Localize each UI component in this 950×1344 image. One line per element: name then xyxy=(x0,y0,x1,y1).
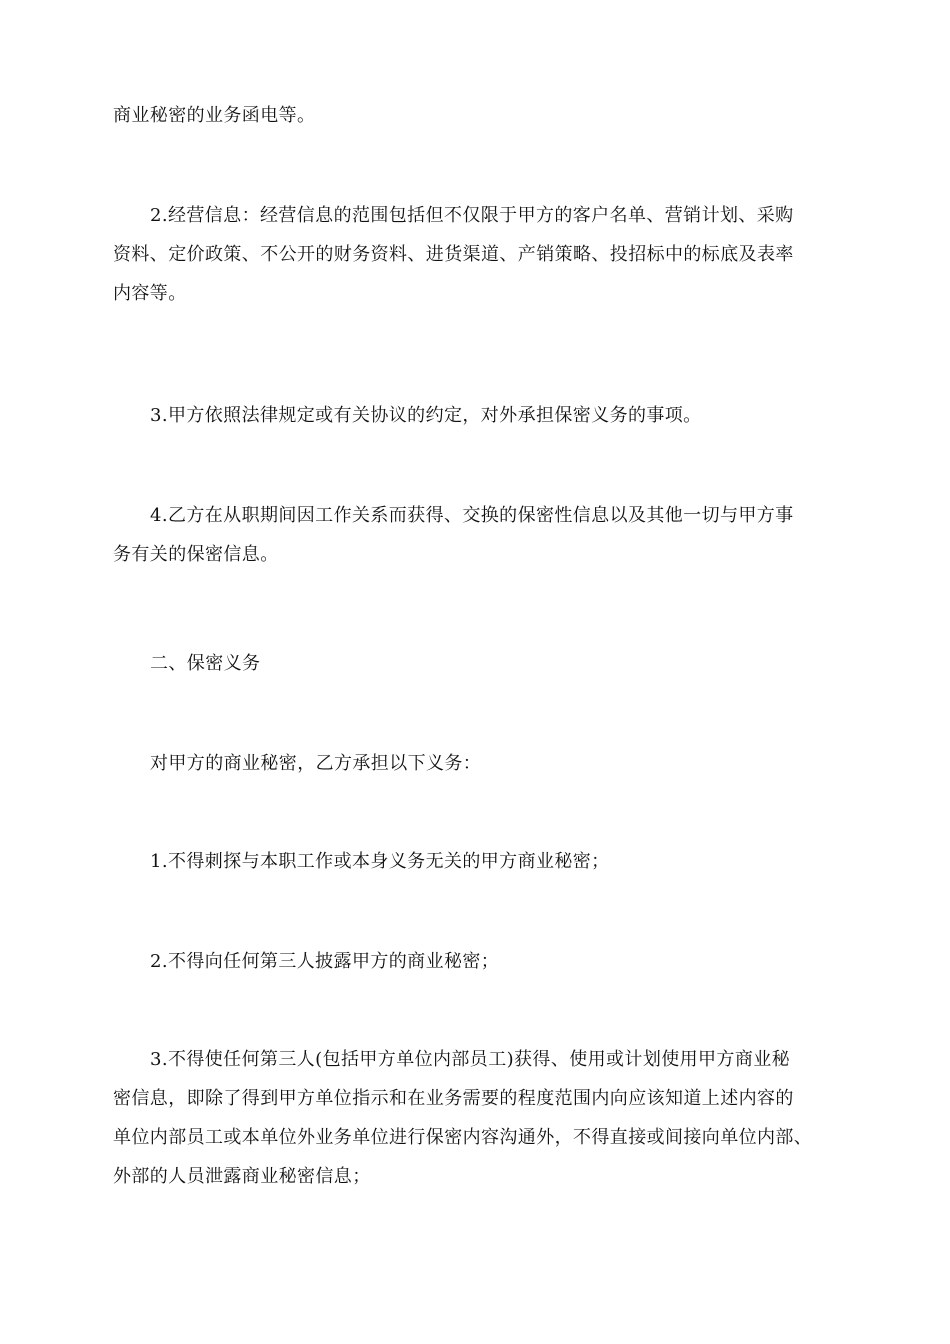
text-line: 资料、定价政策、不公开的财务资料、进货渠道、产销策略、投招标中的标底及表率 xyxy=(113,244,794,265)
paragraph-business-info xyxy=(113,196,843,313)
obligation-item-1 xyxy=(113,842,843,881)
text-line: 1.不得刺探与本职工作或本身义务无关的甲方商业秘密； xyxy=(150,851,610,872)
section-heading xyxy=(113,644,843,683)
text-line: 3.不得使任何第三人(包括甲方单位内部员工)获得、使用或计划使用甲方商业秘 xyxy=(150,1049,791,1070)
obligation-item-2 xyxy=(113,942,843,981)
text-line: 务有关的保密信息。 xyxy=(113,544,279,565)
text-line: 密信息，即除了得到甲方单位指示和在业务需要的程度范围内向应该知道上述内容的 xyxy=(113,1088,794,1109)
text-line: 单位内部员工或本单位外业务单位进行保密内容沟通外，不得直接或间接向单位内部、 xyxy=(113,1127,813,1148)
text-line: 3.甲方依照法律规定或有关协议的约定，对外承担保密义务的事项。 xyxy=(150,405,702,426)
text-line: 2.经营信息：经营信息的范围包括但不仅限于甲方的客户名单、营销计划、采购 xyxy=(150,205,794,226)
text-line: 4.乙方在从职期间因工作关系而获得、交换的保密性信息以及其他一切与甲方事 xyxy=(150,505,794,526)
text-line: 内容等。 xyxy=(113,283,187,304)
text-line: 2.不得向任何第三人披露甲方的商业秘密； xyxy=(150,951,500,972)
obligation-item-3 xyxy=(113,1040,843,1196)
text-line: 二、保密义务 xyxy=(150,653,261,674)
paragraph-continuation xyxy=(113,96,843,135)
paragraph-obligations-intro xyxy=(113,744,843,783)
paragraph-legal-obligation xyxy=(113,396,843,435)
text-line: 外部的人员泄露商业秘密信息； xyxy=(113,1166,371,1187)
text-line: 对甲方的商业秘密，乙方承担以下义务： xyxy=(150,753,482,774)
paragraph-employment-info xyxy=(113,496,843,574)
text-line: 商业秘密的业务函电等。 xyxy=(113,105,316,126)
